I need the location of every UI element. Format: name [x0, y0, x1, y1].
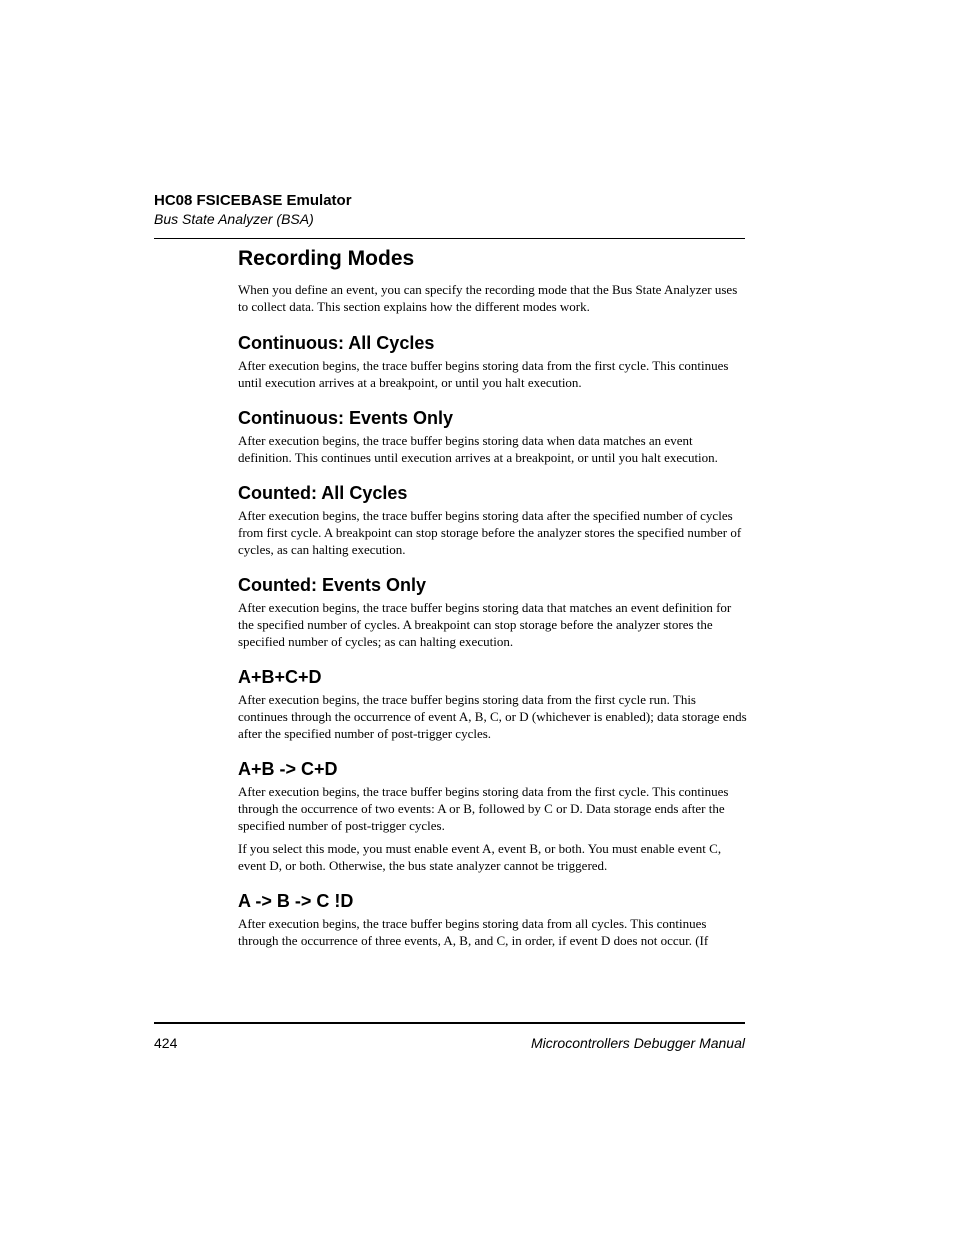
section-heading-a-b-c-d: A+B+C+D — [238, 667, 322, 687]
header-rule — [154, 238, 745, 239]
section-paragraph: If you select this mode, you must enable event A, event B, or both. You must enable event C, event D, or both. Otherwise, the bus state analyzer cannot be triggered. — [238, 841, 722, 873]
section-paragraph: After execution begins, the trace buffer begins storing data from the first cycle run. This continues through the occurrence of event A, B, C, or D (whichever is enabled); data storage ends after the specified number of post-trigger cycles. — [238, 692, 747, 741]
section-paragraph: After execution begins, the trace buffer begins storing data after the specified number of cycles from first cycle. A breakpoint can stop storage before the analyzer stores the specified number of cycles, as can halting execution. — [238, 508, 742, 557]
manual-title: Microcontrollers Debugger Manual — [531, 1035, 745, 1051]
header-subtitle: Bus State Analyzer (BSA) — [154, 211, 314, 227]
footer-rule — [154, 1022, 745, 1024]
section-paragraph: After execution begins, the trace buffer begins storing data that matches an event definition for the specified number of cycles. A breakpoint can stop storage before the analyzer stores the specified number of cycles; as can halting execution. — [238, 600, 732, 649]
intro-paragraph: When you define an event, you can specify the recording mode that the Bus State Analyzer uses to collect data. This section explains how the different modes work. — [238, 282, 738, 314]
section-heading-continuous-events-only: Continuous: Events Only — [238, 408, 454, 428]
section-heading-continuous-all-cycles: Continuous: All Cycles — [238, 333, 435, 353]
section-paragraph: After execution begins, the trace buffer begins storing data from the first cycle. This continues until execution arrives at a breakpoint, or until you halt execution. — [238, 358, 729, 390]
page-title: Recording Modes — [238, 247, 415, 270]
header-title: HC08 FSICEBASE Emulator — [154, 192, 352, 209]
running-header — [154, 191, 745, 228]
section-heading-counted-all-cycles: Counted: All Cycles — [238, 483, 408, 503]
main-content — [238, 246, 748, 949]
section-paragraph: After execution begins, the trace buffer begins storing data from all cycles. This continues through the occurrence of three events, A, B, and C, in order, if event D does not occur. (If — [238, 916, 709, 948]
section-heading-a-b-c-not-d: A -> B -> C !D — [238, 891, 354, 911]
section-paragraph: After execution begins, the trace buffer begins storing data from the first cycle. This continues through the occurrence of two events: A or B, followed by C or D. Data storage ends after the specified number of post-trigger cycles. — [238, 784, 729, 833]
section-heading-counted-events-only: Counted: Events Only — [238, 575, 427, 595]
section-paragraph: After execution begins, the trace buffer begins storing data when data matches an event definition. This continues until execution arrives at a breakpoint, or until you halt execution. — [238, 433, 718, 465]
section-heading-ab-then-cd: A+B -> C+D — [238, 759, 338, 779]
page-number: 424 — [154, 1035, 178, 1051]
